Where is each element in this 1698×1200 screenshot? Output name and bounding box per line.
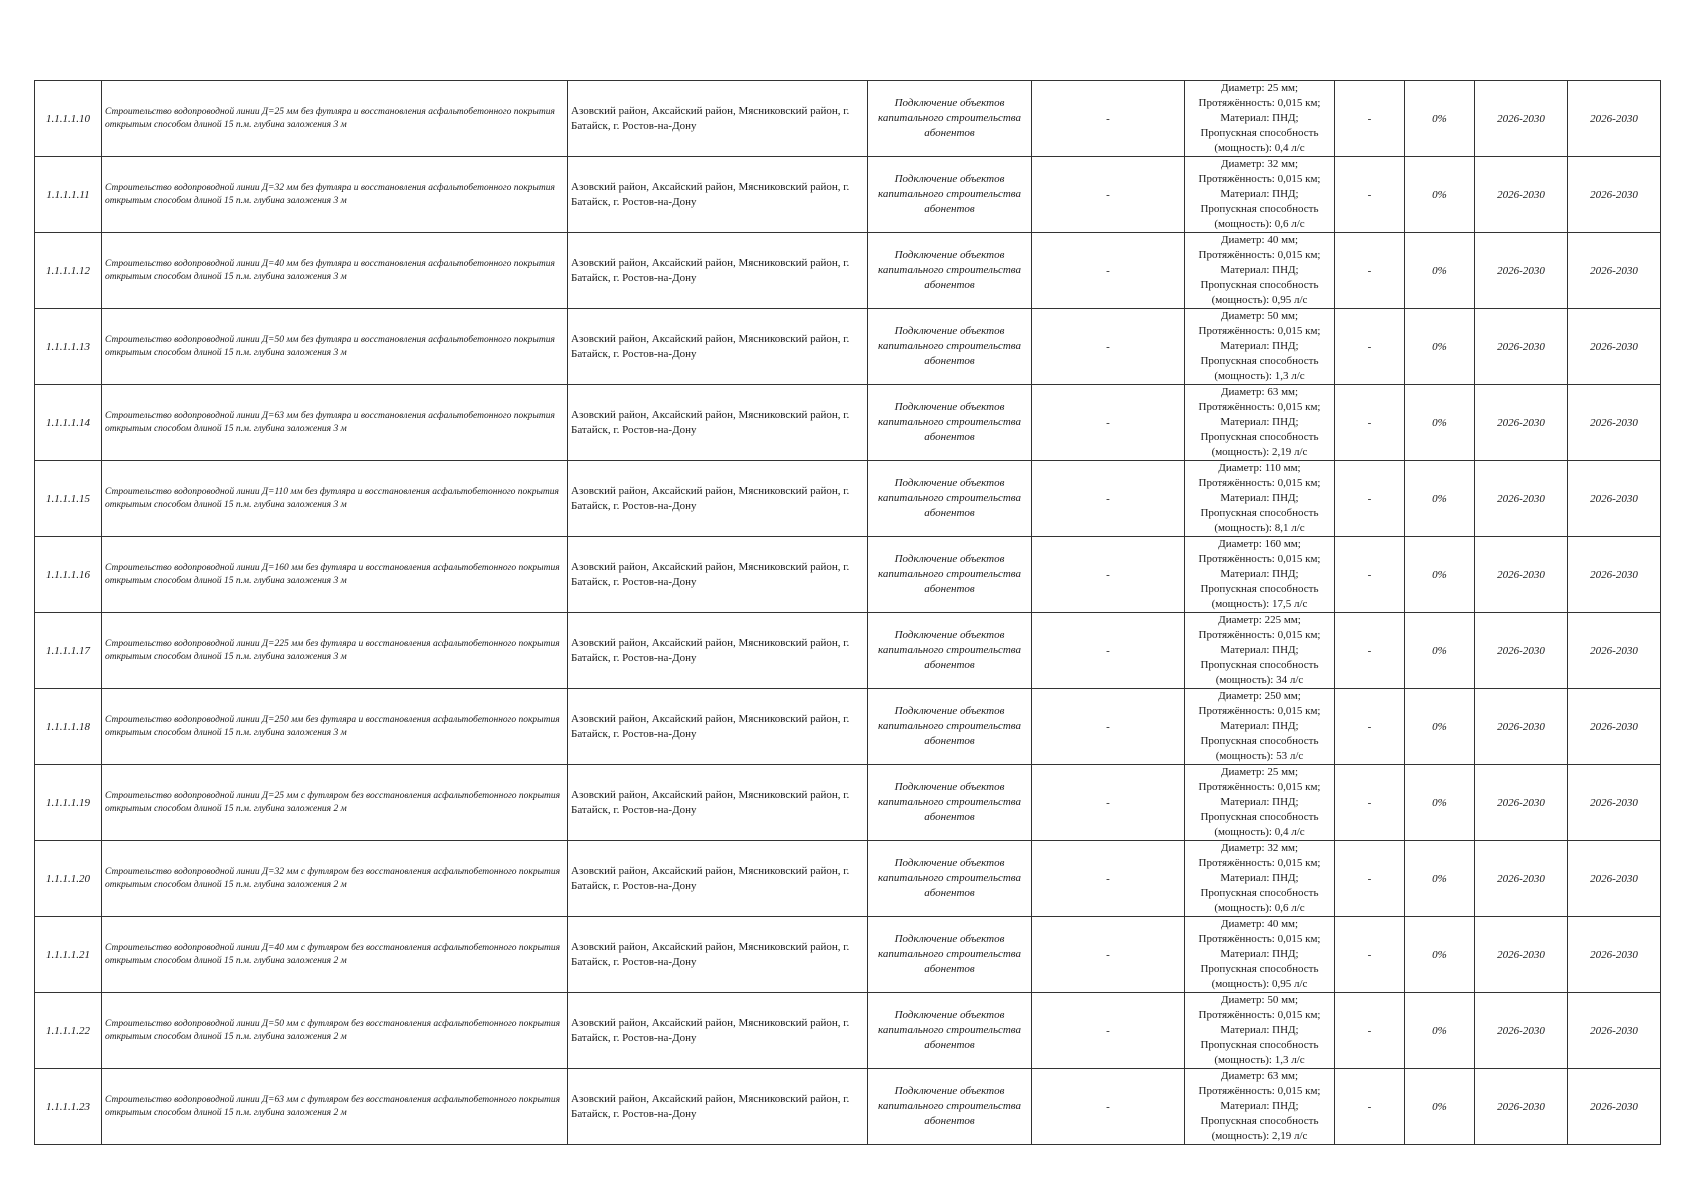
item-code-cell: 1.1.1.1.18 bbox=[35, 689, 102, 765]
item-goal-cell-line: капитального строительства bbox=[878, 340, 1021, 352]
item-spec-cell-line: Протяжённость: 0,015 км; bbox=[1198, 97, 1321, 109]
item-years-cell: 2026-2030 bbox=[1568, 385, 1661, 461]
item-name-cell: Строительство водопроводной линии Д=160 мм без футляра и восстановления асфальтобетонного покрытия открытым способом длиной 15 п.м. глубина заложения 3 м bbox=[102, 537, 568, 613]
table-row bbox=[35, 1069, 1661, 1145]
item-name-cell: Строительство водопроводной линии Д=250 мм без футляра и восстановления асфальтобетонного покрытия открытым способом длиной 15 п.м. глубина заложения 3 м bbox=[102, 689, 568, 765]
item-percent-cell: 0% bbox=[1405, 157, 1475, 233]
item-spec-cell-line: Материал: ПНД; bbox=[1220, 948, 1299, 960]
item-goal-cell bbox=[868, 157, 1032, 233]
item-area-cell: Азовский район, Аксайский район, Мясниковский район, г. Батайск, г. Ростов-на-Дону bbox=[568, 917, 868, 993]
item-dash-cell: - bbox=[1335, 765, 1405, 841]
item-area-cell: Азовский район, Аксайский район, Мясниковский район, г. Батайск, г. Ростов-на-Дону bbox=[568, 385, 868, 461]
item-spec-cell-line: Диаметр: 40 мм; bbox=[1220, 234, 1299, 246]
item-spec-cell-line: Протяжённость: 0,015 км; bbox=[1198, 477, 1321, 489]
item-spec-cell-line: Протяжённость: 0,015 км; bbox=[1198, 553, 1321, 565]
item-name-cell: Строительство водопроводной линии Д=40 мм с футляром без восстановления асфальтобетонного покрытия открытым способом длиной 15 п.м. глубина заложения 2 м bbox=[102, 917, 568, 993]
item-spec-cell-line: Диаметр: 25 мм; bbox=[1220, 766, 1299, 778]
item-dash-cell: - bbox=[1032, 81, 1185, 157]
item-goal-cell-line: капитального строительства bbox=[878, 492, 1021, 504]
item-code-cell: 1.1.1.1.15 bbox=[35, 461, 102, 537]
item-spec-cell-line: Материал: ПНД; bbox=[1220, 264, 1299, 276]
item-years-cell: 2026-2030 bbox=[1475, 1069, 1568, 1145]
item-name-cell: Строительство водопроводной линии Д=40 мм без футляра и восстановления асфальтобетонного покрытия открытым способом длиной 15 п.м. глубина заложения 3 м bbox=[102, 233, 568, 309]
item-area-cell: Азовский район, Аксайский район, Мясниковский район, г. Батайск, г. Ростов-на-Дону bbox=[568, 537, 868, 613]
item-spec-cell-line: Материал: ПНД; bbox=[1220, 796, 1299, 808]
item-spec-cell-line: Пропускная способность bbox=[1200, 279, 1319, 291]
table-row bbox=[35, 993, 1661, 1069]
item-name-cell: Строительство водопроводной линии Д=25 мм без футляра и восстановления асфальтобетонного покрытия открытым способом длиной 15 п.м. глубина заложения 3 м bbox=[102, 81, 568, 157]
item-code-cell: 1.1.1.1.10 bbox=[35, 81, 102, 157]
item-code-cell: 1.1.1.1.11 bbox=[35, 157, 102, 233]
item-goal-cell-line: капитального строительства bbox=[878, 948, 1021, 960]
item-spec-cell-line: Протяжённость: 0,015 км; bbox=[1198, 173, 1321, 185]
item-spec-cell-line: Диаметр: 50 мм; bbox=[1220, 310, 1299, 322]
item-years-cell: 2026-2030 bbox=[1475, 233, 1568, 309]
item-years-cell: 2026-2030 bbox=[1475, 689, 1568, 765]
item-years-cell: 2026-2030 bbox=[1475, 993, 1568, 1069]
item-spec-cell-line: (мощность): 2,19 л/с bbox=[1211, 446, 1308, 458]
item-goal-cell bbox=[868, 1069, 1032, 1145]
item-years-cell: 2026-2030 bbox=[1568, 765, 1661, 841]
item-goal-cell-line: Подключение объектов bbox=[894, 857, 1005, 869]
item-name-cell: Строительство водопроводной линии Д=63 мм с футляром без восстановления асфальтобетонного покрытия открытым способом длиной 15 п.м. глубина заложения 2 м bbox=[102, 1069, 568, 1145]
item-spec-cell-line: Протяжённость: 0,015 км; bbox=[1198, 401, 1321, 413]
item-spec-cell-line: Диаметр: 32 мм; bbox=[1220, 158, 1299, 170]
item-spec-cell bbox=[1185, 1069, 1335, 1145]
item-percent-cell: 0% bbox=[1405, 233, 1475, 309]
table-body bbox=[35, 81, 1661, 1145]
item-dash-cell: - bbox=[1032, 537, 1185, 613]
item-area-cell: Азовский район, Аксайский район, Мясниковский район, г. Батайск, г. Ростов-на-Дону bbox=[568, 689, 868, 765]
item-goal-cell-line: Подключение объектов bbox=[894, 629, 1005, 641]
item-years-cell: 2026-2030 bbox=[1475, 765, 1568, 841]
item-goal-cell-line: капитального строительства bbox=[878, 416, 1021, 428]
item-years-cell: 2026-2030 bbox=[1475, 309, 1568, 385]
item-spec-cell bbox=[1185, 385, 1335, 461]
item-dash-cell: - bbox=[1335, 309, 1405, 385]
item-dash-cell: - bbox=[1335, 81, 1405, 157]
item-name-cell: Строительство водопроводной линии Д=50 мм с футляром без восстановления асфальтобетонного покрытия открытым способом длиной 15 п.м. глубина заложения 2 м bbox=[102, 993, 568, 1069]
item-area-cell: Азовский район, Аксайский район, Мясниковский район, г. Батайск, г. Ростов-на-Дону bbox=[568, 1069, 868, 1145]
item-years-cell: 2026-2030 bbox=[1475, 613, 1568, 689]
item-spec-cell-line: Пропускная способность bbox=[1200, 659, 1319, 671]
item-area-cell: Азовский район, Аксайский район, Мясниковский район, г. Батайск, г. Ростов-на-Дону bbox=[568, 157, 868, 233]
item-percent-cell: 0% bbox=[1405, 841, 1475, 917]
item-dash-cell: - bbox=[1335, 841, 1405, 917]
item-goal-cell-line: абонентов bbox=[924, 583, 975, 595]
item-spec-cell bbox=[1185, 233, 1335, 309]
item-spec-cell-line: Диаметр: 160 мм; bbox=[1218, 538, 1301, 550]
table-row bbox=[35, 157, 1661, 233]
item-spec-cell-line: Диаметр: 25 мм; bbox=[1220, 82, 1299, 94]
item-goal-cell-line: Подключение объектов bbox=[894, 249, 1005, 261]
item-goal-cell-line: капитального строительства bbox=[878, 112, 1021, 124]
item-goal-cell-line: капитального строительства bbox=[878, 1024, 1021, 1036]
item-name-cell: Строительство водопроводной линии Д=50 мм без футляра и восстановления асфальтобетонного покрытия открытым способом длиной 15 п.м. глубина заложения 3 м bbox=[102, 309, 568, 385]
item-years-cell: 2026-2030 bbox=[1568, 613, 1661, 689]
item-spec-cell-line: Материал: ПНД; bbox=[1220, 340, 1299, 352]
item-name-cell: Строительство водопроводной линии Д=110 мм без футляра и восстановления асфальтобетонного покрытия открытым способом длиной 15 п.м. глубина заложения 3 м bbox=[102, 461, 568, 537]
item-spec-cell-line: Протяжённость: 0,015 км; bbox=[1198, 781, 1321, 793]
item-dash-cell: - bbox=[1032, 309, 1185, 385]
item-goal-cell bbox=[868, 385, 1032, 461]
item-spec-cell-line: Пропускная способность bbox=[1200, 355, 1319, 367]
item-dash-cell: - bbox=[1032, 841, 1185, 917]
item-spec-cell bbox=[1185, 689, 1335, 765]
item-spec-cell-line: Материал: ПНД; bbox=[1220, 492, 1299, 504]
item-goal-cell-line: абонентов bbox=[924, 355, 975, 367]
item-percent-cell: 0% bbox=[1405, 81, 1475, 157]
item-years-cell: 2026-2030 bbox=[1568, 1069, 1661, 1145]
item-goal-cell-line: Подключение объектов bbox=[894, 401, 1005, 413]
item-dash-cell: - bbox=[1335, 689, 1405, 765]
item-dash-cell: - bbox=[1335, 385, 1405, 461]
item-dash-cell: - bbox=[1032, 917, 1185, 993]
item-spec-cell-line: (мощность): 1,3 л/с bbox=[1214, 370, 1305, 382]
item-spec-cell-line: Протяжённость: 0,015 км; bbox=[1198, 629, 1321, 641]
item-years-cell: 2026-2030 bbox=[1475, 81, 1568, 157]
item-spec-cell-line: Диаметр: 63 мм; bbox=[1220, 386, 1299, 398]
item-spec-cell-line: Диаметр: 50 мм; bbox=[1220, 994, 1299, 1006]
item-code-cell: 1.1.1.1.12 bbox=[35, 233, 102, 309]
item-spec-cell-line: Диаметр: 32 мм; bbox=[1220, 842, 1299, 854]
item-goal-cell-line: абонентов bbox=[924, 1039, 975, 1051]
item-goal-cell bbox=[868, 917, 1032, 993]
item-years-cell: 2026-2030 bbox=[1568, 81, 1661, 157]
item-years-cell: 2026-2030 bbox=[1568, 993, 1661, 1069]
item-goal-cell bbox=[868, 993, 1032, 1069]
item-goal-cell-line: Подключение объектов bbox=[894, 781, 1005, 793]
item-code-cell: 1.1.1.1.20 bbox=[35, 841, 102, 917]
item-goal-cell-line: капитального строительства bbox=[878, 188, 1021, 200]
item-years-cell: 2026-2030 bbox=[1475, 537, 1568, 613]
item-years-cell: 2026-2030 bbox=[1475, 917, 1568, 993]
item-dash-cell: - bbox=[1032, 1069, 1185, 1145]
item-spec-cell bbox=[1185, 309, 1335, 385]
item-dash-cell: - bbox=[1032, 613, 1185, 689]
item-percent-cell: 0% bbox=[1405, 309, 1475, 385]
item-goal-cell bbox=[868, 613, 1032, 689]
item-goal-cell bbox=[868, 689, 1032, 765]
item-spec-cell-line: Пропускная способность bbox=[1200, 583, 1319, 595]
item-years-cell: 2026-2030 bbox=[1568, 461, 1661, 537]
item-spec-cell-line: Пропускная способность bbox=[1200, 431, 1319, 443]
item-spec-cell-line: Материал: ПНД; bbox=[1220, 872, 1299, 884]
item-spec-cell bbox=[1185, 537, 1335, 613]
item-spec-cell-line: Материал: ПНД; bbox=[1220, 416, 1299, 428]
item-spec-cell-line: Диаметр: 110 мм; bbox=[1218, 462, 1301, 474]
item-spec-cell-line: Материал: ПНД; bbox=[1220, 188, 1299, 200]
item-goal-cell-line: Подключение объектов bbox=[894, 97, 1005, 109]
item-spec-cell-line: Материал: ПНД; bbox=[1220, 1024, 1299, 1036]
item-goal-cell-line: капитального строительства bbox=[878, 1100, 1021, 1112]
item-years-cell: 2026-2030 bbox=[1568, 917, 1661, 993]
item-dash-cell: - bbox=[1032, 461, 1185, 537]
item-years-cell: 2026-2030 bbox=[1568, 689, 1661, 765]
item-spec-cell-line: Протяжённость: 0,015 км; bbox=[1198, 325, 1321, 337]
table-row bbox=[35, 81, 1661, 157]
item-goal-cell-line: Подключение объектов bbox=[894, 933, 1005, 945]
item-years-cell: 2026-2030 bbox=[1568, 309, 1661, 385]
item-spec-cell-line: Пропускная способность bbox=[1200, 203, 1319, 215]
item-percent-cell: 0% bbox=[1405, 689, 1475, 765]
item-spec-cell-line: (мощность): 0,4 л/с bbox=[1214, 826, 1305, 838]
item-spec-cell-line: Диаметр: 250 мм; bbox=[1218, 690, 1301, 702]
item-spec-cell-line: (мощность): 0,95 л/с bbox=[1211, 978, 1308, 990]
item-spec-cell-line: Протяжённость: 0,015 км; bbox=[1198, 1009, 1321, 1021]
item-goal-cell-line: абонентов bbox=[924, 735, 975, 747]
table-row bbox=[35, 309, 1661, 385]
item-spec-cell-line: Материал: ПНД; bbox=[1220, 720, 1299, 732]
item-years-cell: 2026-2030 bbox=[1568, 157, 1661, 233]
item-area-cell: Азовский район, Аксайский район, Мясниковский район, г. Батайск, г. Ростов-на-Дону bbox=[568, 233, 868, 309]
item-code-cell: 1.1.1.1.14 bbox=[35, 385, 102, 461]
item-dash-cell: - bbox=[1335, 157, 1405, 233]
item-goal-cell-line: Подключение объектов bbox=[894, 477, 1005, 489]
item-spec-cell-line: (мощность): 0,6 л/с bbox=[1214, 902, 1305, 914]
item-dash-cell: - bbox=[1335, 1069, 1405, 1145]
item-spec-cell-line: Пропускная способность bbox=[1200, 1039, 1319, 1051]
item-dash-cell: - bbox=[1335, 537, 1405, 613]
item-name-cell: Строительство водопроводной линии Д=32 мм без футляра и восстановления асфальтобетонного покрытия открытым способом длиной 15 п.м. глубина заложения 3 м bbox=[102, 157, 568, 233]
item-spec-cell-line: Пропускная способность bbox=[1200, 507, 1319, 519]
item-name-cell: Строительство водопроводной линии Д=225 мм без футляра и восстановления асфальтобетонного покрытия открытым способом длиной 15 п.м. глубина заложения 3 м bbox=[102, 613, 568, 689]
item-percent-cell: 0% bbox=[1405, 537, 1475, 613]
item-area-cell: Азовский район, Аксайский район, Мясниковский район, г. Батайск, г. Ростов-на-Дону bbox=[568, 81, 868, 157]
item-goal-cell-line: абонентов bbox=[924, 811, 975, 823]
item-spec-cell-line: Материал: ПНД; bbox=[1220, 644, 1299, 656]
table-row bbox=[35, 613, 1661, 689]
item-dash-cell: - bbox=[1335, 993, 1405, 1069]
item-goal-cell-line: абонентов bbox=[924, 431, 975, 443]
item-code-cell: 1.1.1.1.16 bbox=[35, 537, 102, 613]
item-percent-cell: 0% bbox=[1405, 461, 1475, 537]
item-spec-cell-line: (мощность): 0,95 л/с bbox=[1211, 294, 1308, 306]
item-years-cell: 2026-2030 bbox=[1475, 461, 1568, 537]
item-goal-cell bbox=[868, 841, 1032, 917]
item-goal-cell-line: Подключение объектов bbox=[894, 705, 1005, 717]
item-spec-cell-line: Пропускная способность bbox=[1200, 887, 1319, 899]
item-spec-cell-line: Протяжённость: 0,015 км; bbox=[1198, 1085, 1321, 1097]
item-spec-cell-line: Пропускная способность bbox=[1200, 127, 1319, 139]
item-percent-cell: 0% bbox=[1405, 1069, 1475, 1145]
item-spec-cell-line: Пропускная способность bbox=[1200, 811, 1319, 823]
item-goal-cell-line: Подключение объектов bbox=[894, 553, 1005, 565]
item-spec-cell-line: (мощность): 2,19 л/с bbox=[1211, 1130, 1308, 1142]
item-spec-cell bbox=[1185, 613, 1335, 689]
item-area-cell: Азовский район, Аксайский район, Мясниковский район, г. Батайск, г. Ростов-на-Дону bbox=[568, 309, 868, 385]
item-goal-cell-line: капитального строительства bbox=[878, 720, 1021, 732]
item-dash-cell: - bbox=[1335, 613, 1405, 689]
item-percent-cell: 0% bbox=[1405, 613, 1475, 689]
item-years-cell: 2026-2030 bbox=[1475, 841, 1568, 917]
item-goal-cell bbox=[868, 461, 1032, 537]
item-area-cell: Азовский район, Аксайский район, Мясниковский район, г. Батайск, г. Ростов-на-Дону bbox=[568, 765, 868, 841]
item-years-cell: 2026-2030 bbox=[1568, 537, 1661, 613]
item-goal-cell bbox=[868, 309, 1032, 385]
item-code-cell: 1.1.1.1.13 bbox=[35, 309, 102, 385]
item-goal-cell-line: Подключение объектов bbox=[894, 1085, 1005, 1097]
item-spec-cell-line: Пропускная способность bbox=[1200, 1115, 1319, 1127]
item-goal-cell-line: абонентов bbox=[924, 127, 975, 139]
item-goal-cell bbox=[868, 81, 1032, 157]
table-row bbox=[35, 233, 1661, 309]
item-goal-cell-line: абонентов bbox=[924, 279, 975, 291]
item-spec-cell bbox=[1185, 917, 1335, 993]
item-goal-cell-line: капитального строительства bbox=[878, 872, 1021, 884]
item-spec-cell-line: (мощность): 53 л/с bbox=[1215, 750, 1304, 762]
item-percent-cell: 0% bbox=[1405, 917, 1475, 993]
item-spec-cell-line: Материал: ПНД; bbox=[1220, 1100, 1299, 1112]
table-row bbox=[35, 765, 1661, 841]
item-spec-cell-line: (мощность): 8,1 л/с bbox=[1214, 522, 1305, 534]
item-goal-cell-line: капитального строительства bbox=[878, 568, 1021, 580]
item-dash-cell: - bbox=[1032, 765, 1185, 841]
item-goal-cell-line: капитального строительства bbox=[878, 796, 1021, 808]
item-spec-cell-line: Протяжённость: 0,015 км; bbox=[1198, 933, 1321, 945]
item-spec-cell-line: (мощность): 0,4 л/с bbox=[1214, 142, 1305, 154]
item-years-cell: 2026-2030 bbox=[1568, 841, 1661, 917]
item-name-cell: Строительство водопроводной линии Д=32 мм с футляром без восстановления асфальтобетонного покрытия открытым способом длиной 15 п.м. глубина заложения 2 м bbox=[102, 841, 568, 917]
item-spec-cell-line: Материал: ПНД; bbox=[1220, 112, 1299, 124]
item-area-cell: Азовский район, Аксайский район, Мясниковский район, г. Батайск, г. Ростов-на-Дону bbox=[568, 993, 868, 1069]
item-spec-cell-line: Материал: ПНД; bbox=[1220, 568, 1299, 580]
item-dash-cell: - bbox=[1032, 689, 1185, 765]
item-goal-cell bbox=[868, 537, 1032, 613]
item-spec-cell-line: (мощность): 0,6 л/с bbox=[1214, 218, 1305, 230]
item-spec-cell-line: (мощность): 1,3 л/с bbox=[1214, 1054, 1305, 1066]
table-row bbox=[35, 385, 1661, 461]
item-years-cell: 2026-2030 bbox=[1475, 157, 1568, 233]
item-spec-cell-line: Диаметр: 40 мм; bbox=[1220, 918, 1299, 930]
item-percent-cell: 0% bbox=[1405, 385, 1475, 461]
item-spec-cell bbox=[1185, 461, 1335, 537]
item-goal-cell-line: капитального строительства bbox=[878, 264, 1021, 276]
item-goal-cell-line: абонентов bbox=[924, 963, 975, 975]
item-spec-cell-line: Диаметр: 225 мм; bbox=[1218, 614, 1301, 626]
item-area-cell: Азовский район, Аксайский район, Мясниковский район, г. Батайск, г. Ростов-на-Дону bbox=[568, 841, 868, 917]
item-code-cell: 1.1.1.1.23 bbox=[35, 1069, 102, 1145]
item-goal-cell-line: абонентов bbox=[924, 887, 975, 899]
item-spec-cell-line: (мощность): 17,5 л/с bbox=[1211, 598, 1308, 610]
item-area-cell: Азовский район, Аксайский район, Мясниковский район, г. Батайск, г. Ростов-на-Дону bbox=[568, 613, 868, 689]
item-spec-cell bbox=[1185, 81, 1335, 157]
item-goal-cell-line: Подключение объектов bbox=[894, 325, 1005, 337]
item-dash-cell: - bbox=[1335, 917, 1405, 993]
item-code-cell: 1.1.1.1.19 bbox=[35, 765, 102, 841]
item-goal-cell-line: абонентов bbox=[924, 507, 975, 519]
item-spec-cell-line: Пропускная способность bbox=[1200, 735, 1319, 747]
item-goal-cell-line: Подключение объектов bbox=[894, 1009, 1005, 1021]
item-name-cell: Строительство водопроводной линии Д=25 мм с футляром без восстановления асфальтобетонного покрытия открытым способом длиной 15 п.м. глубина заложения 2 м bbox=[102, 765, 568, 841]
item-spec-cell-line: Пропускная способность bbox=[1200, 963, 1319, 975]
table-row bbox=[35, 461, 1661, 537]
item-spec-cell-line: Протяжённость: 0,015 км; bbox=[1198, 857, 1321, 869]
item-spec-cell-line: Протяжённость: 0,015 км; bbox=[1198, 705, 1321, 717]
table-row bbox=[35, 689, 1661, 765]
item-goal-cell-line: абонентов bbox=[924, 1115, 975, 1127]
item-spec-cell bbox=[1185, 993, 1335, 1069]
investment-program-table bbox=[34, 80, 1661, 1145]
item-code-cell: 1.1.1.1.17 bbox=[35, 613, 102, 689]
item-percent-cell: 0% bbox=[1405, 765, 1475, 841]
item-goal-cell-line: абонентов bbox=[924, 659, 975, 671]
item-spec-cell-line: (мощность): 34 л/с bbox=[1215, 674, 1304, 686]
item-dash-cell: - bbox=[1335, 233, 1405, 309]
item-goal-cell bbox=[868, 233, 1032, 309]
item-spec-cell bbox=[1185, 765, 1335, 841]
item-dash-cell: - bbox=[1032, 993, 1185, 1069]
item-dash-cell: - bbox=[1032, 385, 1185, 461]
item-dash-cell: - bbox=[1335, 461, 1405, 537]
table-row bbox=[35, 537, 1661, 613]
item-area-cell: Азовский район, Аксайский район, Мясниковский район, г. Батайск, г. Ростов-на-Дону bbox=[568, 461, 868, 537]
item-spec-cell-line: Диаметр: 63 мм; bbox=[1220, 1070, 1299, 1082]
item-spec-cell bbox=[1185, 157, 1335, 233]
item-goal-cell-line: капитального строительства bbox=[878, 644, 1021, 656]
item-goal-cell-line: абонентов bbox=[924, 203, 975, 215]
item-name-cell: Строительство водопроводной линии Д=63 мм без футляра и восстановления асфальтобетонного покрытия открытым способом длиной 15 п.м. глубина заложения 3 м bbox=[102, 385, 568, 461]
item-goal-cell bbox=[868, 765, 1032, 841]
item-code-cell: 1.1.1.1.22 bbox=[35, 993, 102, 1069]
table-row bbox=[35, 917, 1661, 993]
item-years-cell: 2026-2030 bbox=[1568, 233, 1661, 309]
item-spec-cell bbox=[1185, 841, 1335, 917]
item-years-cell: 2026-2030 bbox=[1475, 385, 1568, 461]
item-code-cell: 1.1.1.1.21 bbox=[35, 917, 102, 993]
item-goal-cell-line: Подключение объектов bbox=[894, 173, 1005, 185]
item-percent-cell: 0% bbox=[1405, 993, 1475, 1069]
table-row bbox=[35, 841, 1661, 917]
item-dash-cell: - bbox=[1032, 157, 1185, 233]
item-dash-cell: - bbox=[1032, 233, 1185, 309]
item-spec-cell-line: Протяжённость: 0,015 км; bbox=[1198, 249, 1321, 261]
